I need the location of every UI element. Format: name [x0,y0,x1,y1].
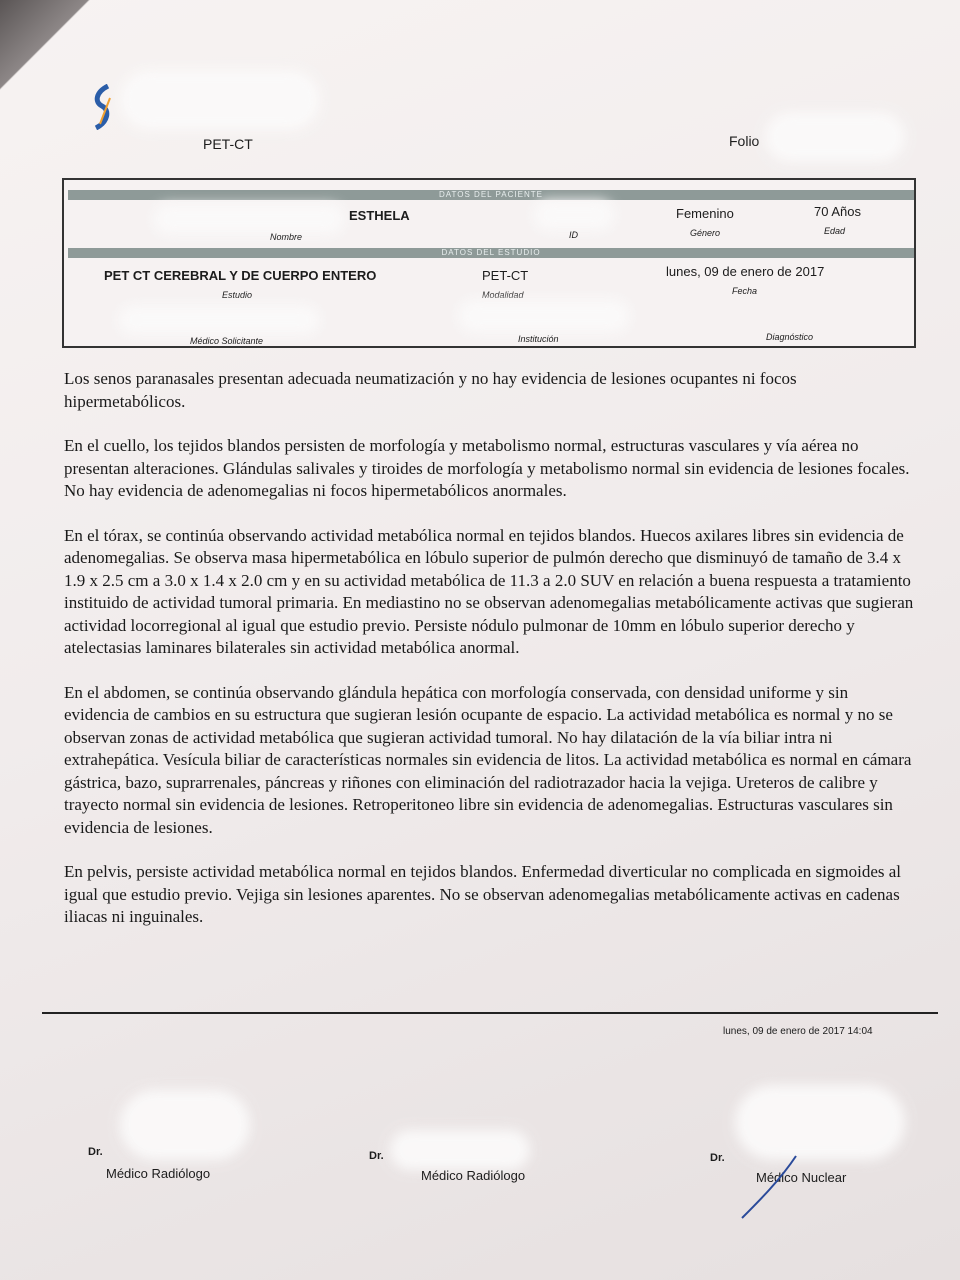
study-date: lunes, 09 de enero de 2017 [666,264,825,279]
patient-name-caption: Nombre [270,232,303,242]
patient-age: 70 Años [814,204,861,219]
report-paragraph-thorax: En el tórax, se continúa observando actividad metabólica normal en tejidos blandos. Huecos axilares libres sin evidencia de adenomegalias. Se observa masa hipermetabólica en lóbulo superior de pulmón derecho que disminuyó de tamaño de 3.4 x 1.9 x 2.5 cm a 3.0 x 1.4 x 2.0 cm y en su actividad metabólica de 11.3 a 2.0 SUV en relación a buena respuesta a tratamiento instituido de actividad tumoral primaria. En mediastino no se observan adenomegalias metabólicamente activas que sugieran actividad locorregional al igual que estudio previo. Persiste nódulo pulmonar de 10mm en lóbulo superior derecho y atelectasias laminares bilaterales sin actividad metabólica anormal. [64,525,914,657]
redacted-patient-surname [154,204,344,234]
signature-title-1: Médico Radiólogo [106,1166,211,1181]
study-section-band: DATOS DEL ESTUDIO [68,248,914,258]
redacted-clinic-name [120,70,320,130]
patient-name: ESTHELA [349,208,410,223]
requesting-physician-caption: Médico Solicitante [190,336,264,346]
signature-title-2: Médico Radiólogo [421,1168,526,1183]
study-name: PET CT CEREBRAL Y DE CUERPO ENTERO [104,268,377,283]
signature-prefix-1: Dr. [88,1146,103,1158]
patient-age-caption: Edad [824,226,846,236]
redacted-folio [765,112,905,162]
modality-header: PET-CT [203,136,253,152]
clinic-logo [90,84,114,130]
signature-prefix-2: Dr. [369,1150,384,1162]
report-timestamp: lunes, 09 de enero de 2017 14:04 [723,1026,873,1037]
diagnosis-caption: Diagnóstico [766,332,814,342]
patient-section-band: DATOS DEL PACIENTE [68,190,914,200]
redacted-patient-id [534,200,614,230]
redacted-signature-3 [735,1085,905,1160]
signature-prefix-3: Dr. [710,1152,725,1164]
redacted-requesting-physician [119,306,319,334]
folio-label: Folio [729,133,760,149]
signature-title-3: Médico Nuclear [756,1170,847,1185]
institution-caption: Institución [518,334,559,344]
study-modality-caption: Modalidad [482,290,524,300]
report-paragraph-sinuses: Los senos paranasales presentan adecuada neumatización y no hay evidencia de lesiones ocupantes ni focos hipermetabólicos. [64,369,797,411]
patient-gender-caption: Género [690,228,721,238]
patient-gender: Femenino [676,206,734,221]
redacted-institution [459,300,629,332]
study-name-caption: Estudio [222,290,253,300]
report-paragraph-pelvis: En pelvis, persiste actividad metabólica normal en tejidos blandos. Enfermedad diverticular no complicada en sigmoides al igual que estudio previo. Vejiga sin lesiones aparentes. No se observan adenomegalias metabólicamente activas en cadenas iliacas ni inguinales. [64,862,901,926]
patient-info-box [62,178,916,348]
study-date-caption: Fecha [732,286,758,296]
report-body [64,368,914,951]
report-paragraph-neck: En el cuello, los tejidos blandos persisten de morfología y metabolismo normal, estructuras vasculares y vía aérea no presentan alteraciones. Glándulas salivales y tiroides de morfología y metabolismo normal sin evidencia de lesiones focales. No hay evidencia de adenomegalias ni focos hipermetabólicos anormales. [64,436,910,500]
patient-id-caption: ID [569,230,578,240]
handwritten-signature-stroke [740,1150,810,1220]
signature-block-2 [369,1150,525,1183]
report-paragraph-abdomen: En el abdomen, se continúa observando glándula hepática con morfología conservada, con densidad uniforme y sin evidencia de cambios en su estructura que sugieran lesión ocupante de espacio. La actividad metabólica es normal y no se observan zonas de actividad metabólica que sugieran actividad tumoral. No hay dilatación de la vía biliar intra ni extrahepática. Vesícula biliar de características normales sin evidencia de litos. La actividad metabólica es normal en cámara gástrica, bazo, suprarrenales, páncreas y riñones con eliminación del radiotrazador hacia la vejiga. Ureteros de calibre y trayecto normal sin evidencia de lesiones. Retroperitoneo libre sin evidencia de adenomegalias. Estructuras vasculares sin evidencia de lesiones. [64,682,912,837]
study-modality: PET-CT [482,268,529,283]
signature-block-1 [88,1146,210,1181]
signature-divider [42,1012,938,1014]
